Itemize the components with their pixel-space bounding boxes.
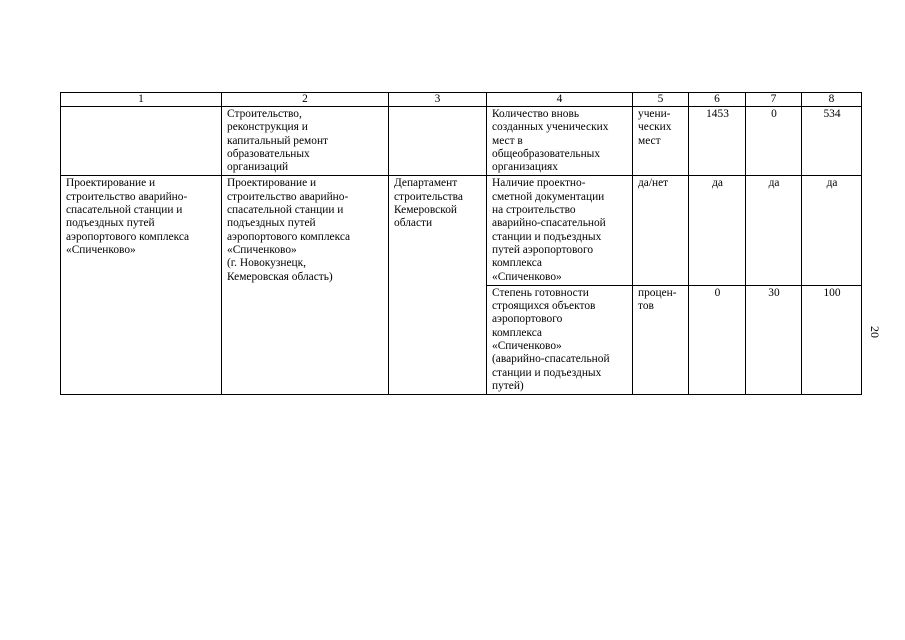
indicators-table [60, 92, 862, 395]
table-cell: 0 [746, 107, 802, 176]
table-cell: Степень готовности строящихся объектов аэропортового комплекса «Спиченково» (аварийно-спасательной станции и подъездных путей) [487, 285, 633, 394]
table-cell [61, 107, 222, 176]
table-row [61, 176, 862, 285]
table-cell: 30 [746, 285, 802, 394]
header-cell: 4 [487, 93, 633, 107]
header-cell: 2 [222, 93, 389, 107]
page-number: 20 [868, 326, 882, 338]
header-cell: 5 [633, 93, 689, 107]
header-cell: 8 [802, 93, 862, 107]
table-cell: Департамент строительства Кемеровской области [389, 176, 487, 395]
table-cell: да [802, 176, 862, 285]
table-cell: учени- ческих мест [633, 107, 689, 176]
table-cell: да/нет [633, 176, 689, 285]
table-cell: Количество вновь созданных ученических мест в общеобразовательных организациях [487, 107, 633, 176]
table-cell: Проектирование и строительство аварийно- спасательной станции и подъездных путей аэропортового комплекса «Спиченково» [61, 176, 222, 395]
table-cell [389, 107, 487, 176]
table-header-row [61, 93, 862, 107]
table-cell: да [689, 176, 746, 285]
header-cell: 1 [61, 93, 222, 107]
table-cell: 534 [802, 107, 862, 176]
header-cell: 7 [746, 93, 802, 107]
table-cell: Строительство, реконструкция и капитальный ремонт образовательных организаций [222, 107, 389, 176]
table-cell: 1453 [689, 107, 746, 176]
table-row [61, 107, 862, 176]
table-cell: 100 [802, 285, 862, 394]
table-cell: Проектирование и строительство аварийно- спасательной станции и подъездных путей аэропортового комплекса «Спиченково» (г. Новокузнецк, Кемеровская область) [222, 176, 389, 395]
table-cell: 0 [689, 285, 746, 394]
header-cell: 3 [389, 93, 487, 107]
table-cell: процен- тов [633, 285, 689, 394]
table-cell: Наличие проектно- сметной документации на строительство аварийно-спасательной станции и подъездных путей аэропортового комплекса «Спиченково» [487, 176, 633, 285]
header-cell: 6 [689, 93, 746, 107]
table-cell: да [746, 176, 802, 285]
